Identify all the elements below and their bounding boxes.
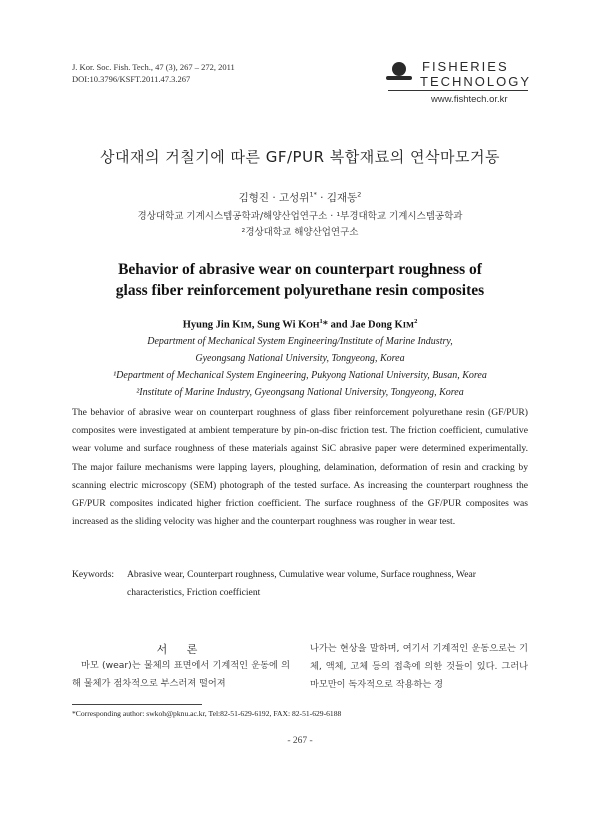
korean-authors	[0, 190, 600, 205]
korean-author-sup1: 1*	[309, 190, 317, 199]
english-affiliation-3: ¹Department of Mechanical System Engineering, Pukyong National University, Busan, Korea	[113, 370, 487, 381]
body-left-column: 마모 (wear)는 물체의 표면에서 기계적인 운동에 의해 물체가 점차적으로 부스러져 떨어져	[72, 660, 290, 689]
fish-logo-icon	[392, 62, 406, 76]
author-1-name: Hyung Jin K	[182, 319, 241, 331]
journal-citation: J. Kor. Soc. Fish. Tech., 47 (3), 267 – 272, 2011	[72, 62, 235, 72]
english-affiliation-1: Department of Mechanical System Engineering/Institute of Marine Industry,	[147, 336, 453, 347]
korean-author-sup2: 2	[357, 190, 362, 199]
korean-affiliation-1: 경상대학교 기계시스템공학과/해양산업연구소 · ¹부경대학교 기계시스템공학과	[137, 211, 463, 222]
footnote-divider	[72, 704, 202, 705]
korean-affiliation-2: ²경상대학교 해양산업연구소	[241, 227, 359, 238]
page-number: - 267 -	[287, 736, 313, 746]
korean-authors-part2: · 김재동	[316, 192, 358, 204]
author-2-sup: 1	[319, 318, 323, 325]
body-right-column: 나가는 현상을 말하며, 여기서 기계적인 운동으로는 기체, 액체, 고체 등의 접촉에 의한 것들이 있다. 그러나 마모만이 독자적으로 작용하는 경	[310, 643, 528, 690]
keywords-label: Keywords:	[72, 569, 115, 580]
korean-title: 상대재의 거칠기에 따른 GF/PUR 복합재료의 연삭마모거동	[100, 148, 500, 166]
author-2-smallcaps: OH	[306, 319, 320, 330]
author-3-sup: 2	[414, 318, 418, 325]
author-3-name: and Jae Dong K	[328, 319, 403, 331]
journal-doi: DOI:10.3796/KSFT.2011.47.3.267	[72, 74, 191, 84]
author-2-name: , Sung Wi K	[251, 319, 307, 331]
english-affiliation-4: ²Institute of Marine Industry, Gyeongsang National University, Tongyeong, Korea	[136, 387, 464, 398]
corresponding-author-footnote: *Corresponding author: swkoh@pknu.ac.kr, Tel:82-51-629-6192, FAX: 82-51-629-6188	[72, 709, 342, 718]
english-title-line-2: glass fiber reinforcement polyurethane resin composites	[115, 282, 485, 299]
keywords	[72, 566, 528, 601]
journal-url: www.fishtech.or.kr	[431, 94, 508, 105]
logo-line-technology: TECHNOLOGY	[420, 74, 532, 89]
author-1-smallcaps: IM	[240, 319, 252, 330]
english-title-line-1: Behavior of abrasive wear on counterpart roughness of	[118, 261, 482, 278]
keywords-text: Abrasive wear, Counterpart roughness, Cumulative wear volume, Surface roughness, Wear characteristics, Friction coefficient	[127, 569, 476, 598]
corresponding-star: *	[322, 319, 329, 331]
korean-authors-part1: 김형진 · 고성위	[238, 192, 310, 204]
section-title: 서 론	[156, 643, 206, 656]
english-affiliation-2: Gyeongsang National University, Tongyeong, Korea	[195, 353, 405, 364]
wave-logo-icon	[386, 76, 412, 80]
english-authors	[0, 318, 600, 331]
logo-divider	[388, 90, 528, 91]
logo-line-fisheries: FISHERIES	[422, 59, 509, 74]
author-3-smallcaps: IM	[402, 319, 415, 330]
abstract: The behavior of abrasive wear on counterpart roughness of glass fiber reinforcement polyurethane resin (GF/PUR) composites were investigated at ambient temperature by pin-on-disc friction test. The friction coefficient, cumulative wear volume and surface roughness of these materials against SiC abrasive paper were determined experimentally. The major failure mechanisms were lapping layers, ploughing, delamination, deformation of resin and cracking by scanning electric microscopy (SEM) photograph of the tested surface. As increasing the counterpart roughness the GF/PUR composites indicated higher friction coefficient. The surface roughness of the GF/PUR composites was increased as the sliding velocity was higher and the counterpart roughness was rougher in wear test.	[72, 407, 528, 528]
